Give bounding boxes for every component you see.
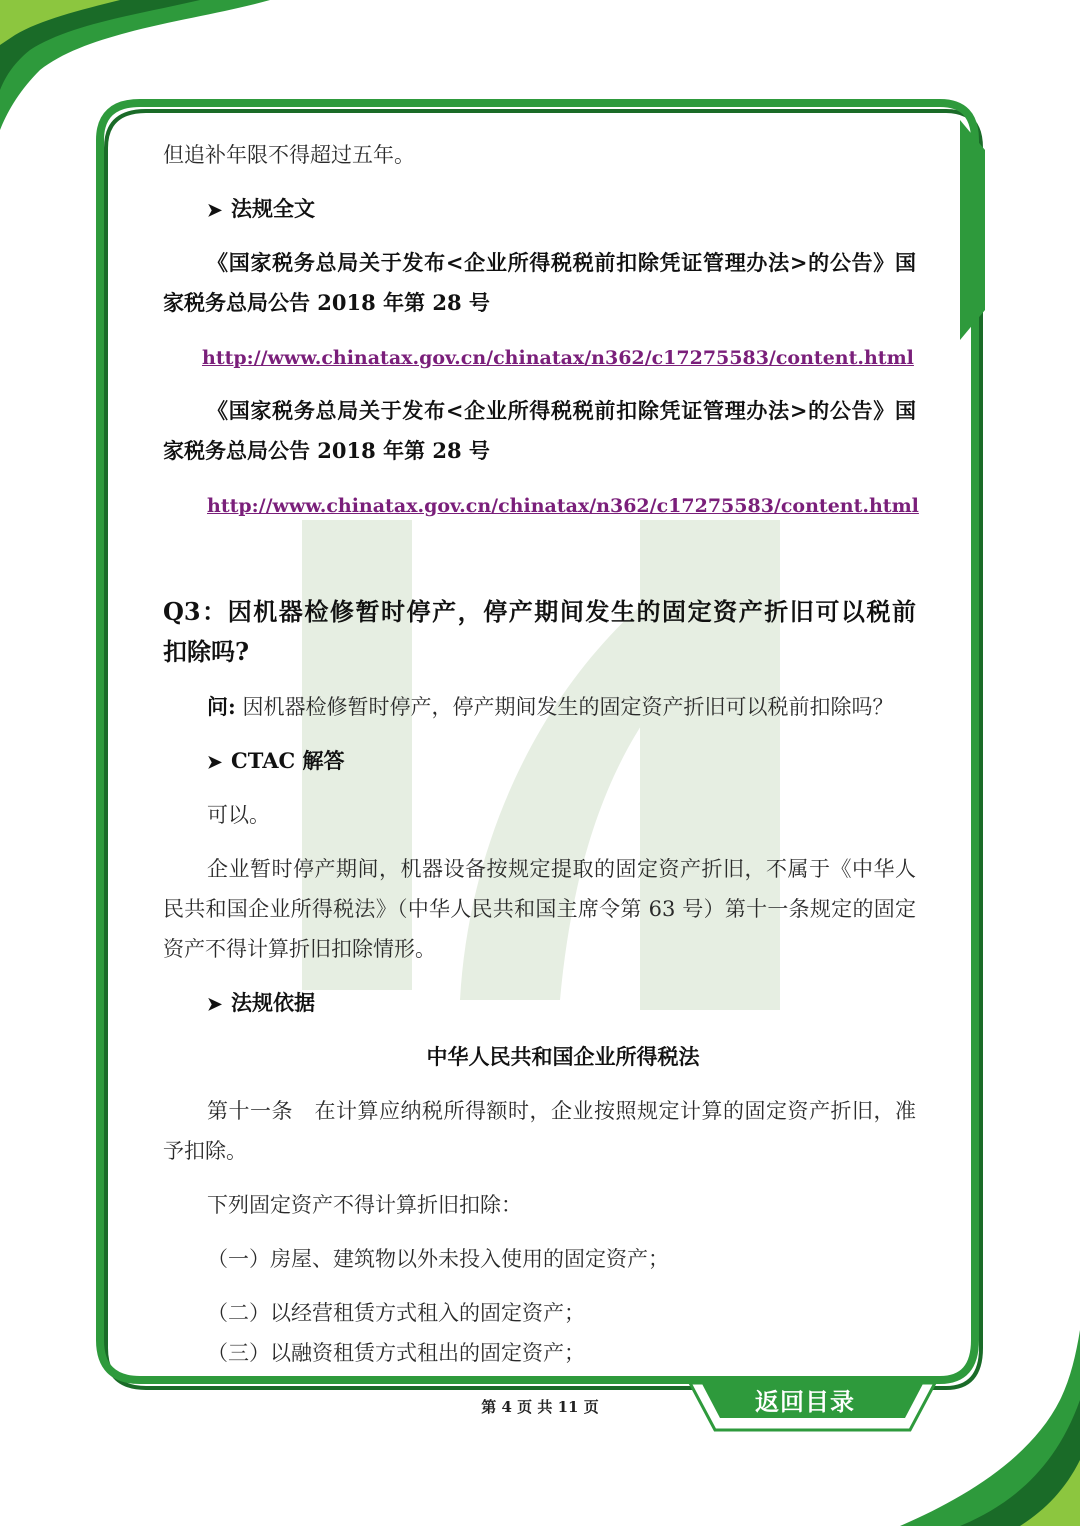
section-heading-basis: ➤ 法规依据 [207,988,315,1020]
reference-title: 《国家税务总局关于发布<企业所得税税前扣除凭证管理办法>的公告》国 [207,398,916,423]
paragraph-text: 民共和国企业所得税法》（中华人民共和国主席令第 63 号）第十一条规定的固定 [163,897,916,921]
list-item: （三）以融资租赁方式租出的固定资产； [207,1341,585,1365]
ask-content: 因机器检修暂时停产，停产期间发生的固定资产折旧可以税前扣除吗？ [242,695,894,719]
paragraph-text: 资产不得计算折旧扣除情形。 [163,937,436,961]
question-heading-cont: 扣除吗? [163,637,250,666]
arrow-icon: ➤ [207,752,223,773]
paragraph-text: 但追补年限不得超过五年。 [163,143,415,167]
arrow-icon: ➤ [207,200,223,221]
page-number: 第 4 页 共 11 页 [481,1398,599,1416]
question-heading: Q3：因机器检修暂时停产，停产期间发生的固定资产折旧可以税前 [163,597,916,626]
question-text [207,692,893,722]
answer-text: 可以。 [207,803,270,827]
ask-label: 问: [207,694,236,719]
section-heading-fulltext: ➤ 法规全文 [207,194,315,226]
reference-link[interactable]: http://www.chinatax.gov.cn/chinatax/n362/c17275583/content.html [202,347,914,369]
law-title: 中华人民共和国企业所得税法 [426,1044,700,1069]
reference-title-cont: 家税务总局公告 2018 年第 28 号 [163,290,490,315]
return-button-label: 返回目录 [755,1388,855,1416]
article-text: 予扣除。 [163,1139,247,1163]
return-to-contents-button[interactable] [700,1378,910,1418]
section-heading-answer: ➤ CTAC 解答 [207,746,345,778]
list-item: （二）以经营租赁方式租入的固定资产； [207,1301,585,1325]
reference-title: 《国家税务总局关于发布<企业所得税税前扣除凭证管理办法>的公告》国 [207,250,916,275]
paragraph-text: 企业暂时停产期间，机器设备按规定提取的固定资产折旧，不属于《中华人 [207,857,916,881]
reference-title-cont: 家税务总局公告 2018 年第 28 号 [163,438,490,463]
article-text: 第十一条 在计算应纳税所得额时，企业按照规定计算的固定资产折旧，准 [207,1099,916,1123]
list-item: （一）房屋、建筑物以外未投入使用的固定资产； [207,1247,669,1271]
reference-link[interactable]: http://www.chinatax.gov.cn/chinatax/n362/c17275583/content.html [207,495,919,517]
arrow-icon: ➤ [207,994,223,1015]
list-intro: 下列固定资产不得计算折旧扣除： [207,1193,522,1217]
